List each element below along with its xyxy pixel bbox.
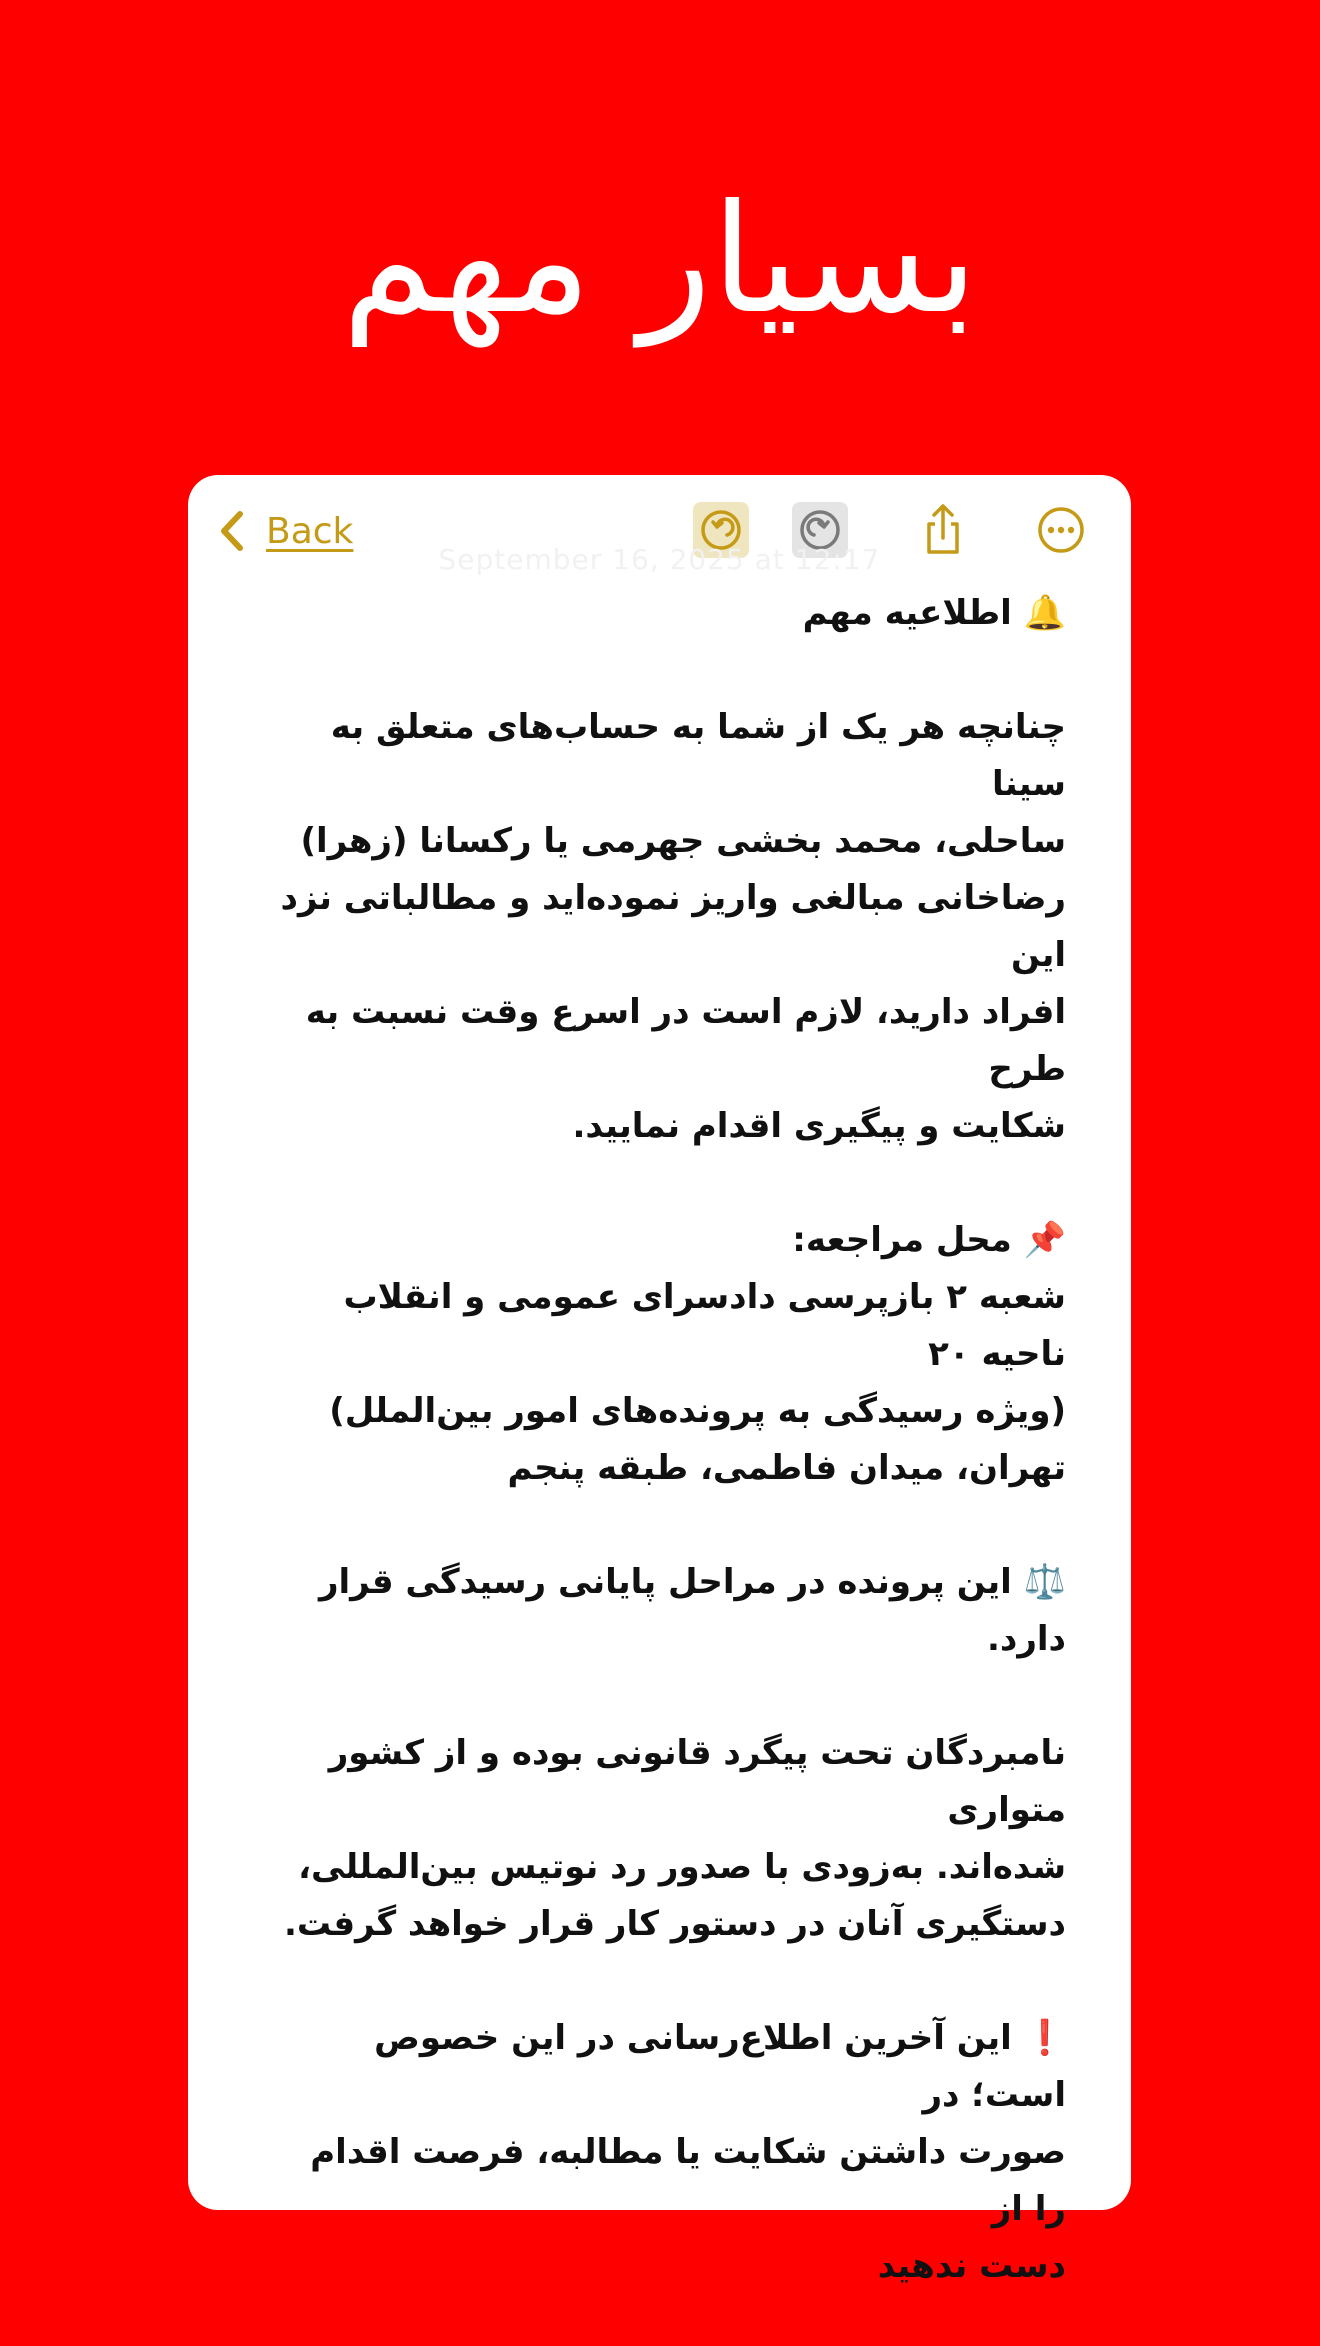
- location-line: تهران، میدان فاطمی، طبقه پنجم: [507, 1448, 1066, 1488]
- paragraph1-line: چنانچه هر یک از شما به حساب‌های متعلق به سینا: [330, 707, 1066, 804]
- note-heading-text: اطلاعیه مهم: [802, 593, 1012, 633]
- paragraph1-line: افراد دارید، لازم است در اسرع وقت نسبت به طرح: [305, 992, 1066, 1089]
- note-timestamp: September 16, 2025 at 12:17: [438, 543, 881, 576]
- note-body[interactable]: [278, 585, 1066, 2295]
- note-heading: [278, 585, 1066, 642]
- location-line: شعبه ۲ بازپرسی دادسرای عمومی و انقلاب ناحیه ۲۰: [343, 1277, 1066, 1374]
- final-warning-line: [278, 2010, 1066, 2124]
- final-warning-line: دست ندهید: [877, 2246, 1066, 2286]
- location-line: (ویژه رسیدگی به پرونده‌های امور بین‌الملل): [329, 1391, 1066, 1431]
- blank-line: [278, 642, 1066, 699]
- paragraph1-line: ساحلی، محمد بخشی جهرمی یا رکسانا (زهرا): [300, 821, 1066, 861]
- final-warning-line: صورت داشتن شکایت یا مطالبه، فرصت اقدام را از: [310, 2132, 1066, 2229]
- banner-title: بسیار مهم: [342, 173, 978, 347]
- back-label: Back: [266, 510, 354, 552]
- pushpin-icon: 📌: [1023, 1220, 1066, 1260]
- paragraph1-line: شکایت و پیگیری اقدام نمایید.: [572, 1106, 1066, 1146]
- blank-line: [278, 1953, 1066, 2010]
- location-label: محل مراجعه:: [792, 1220, 1012, 1260]
- paragraph2-line: دستگیری آنان در دستور کار قرار خواهد گرفت.: [284, 1904, 1066, 1944]
- blank-line: [278, 1497, 1066, 1554]
- bell-icon: 🔔: [1023, 593, 1066, 633]
- paragraph1-line: رضاخانی مبالغی واریز نموده‌اید و مطالباتی نزد این: [280, 878, 1066, 975]
- paragraph2-line: شده‌اند. به‌زودی با صدور رد نوتیس بین‌المللی،: [298, 1847, 1066, 1887]
- blank-line: [278, 1668, 1066, 1725]
- location-heading: [278, 1212, 1066, 1269]
- case-status-text: این پرونده در مراحل پایانی رسیدگی قرار دارد.: [318, 1562, 1066, 1659]
- blank-line: [278, 1155, 1066, 1212]
- paragraph2-line: نامبردگان تحت پیگرد قانونی بوده و از کشور متواری: [328, 1733, 1066, 1830]
- scales-icon: ⚖️: [1023, 1562, 1066, 1602]
- exclamation-icon: ❗: [1023, 2018, 1066, 2058]
- final-warning-text: این آخرین اطلاع‌رسانی در این خصوص است؛ در: [374, 2018, 1066, 2115]
- note-card: [188, 475, 1131, 2286]
- case-status-line: [278, 1554, 1066, 1668]
